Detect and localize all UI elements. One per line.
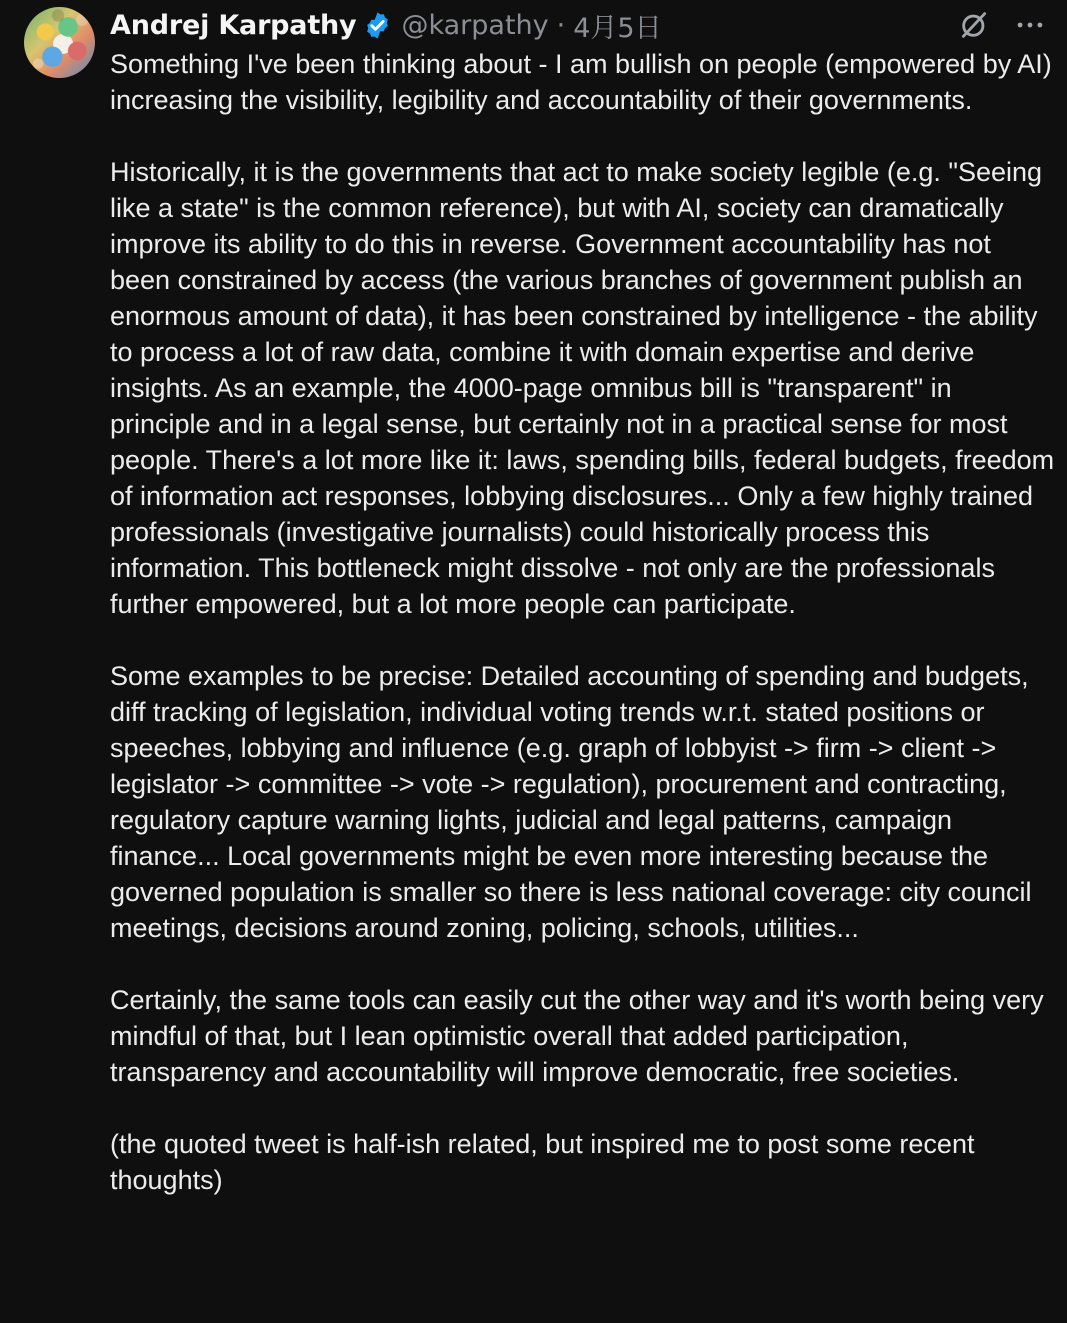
tweet-paragraph: Something I've been thinking about - I am bullish on people (empowered by AI) increasing the visibility, legibility and accountability of their governments. xyxy=(110,49,1052,115)
tweet-paragraph: Certainly, the same tools can easily cut the other way and it's worth being very mindful of that, but I lean optimistic overall that added participation, transparency and accountability will improve democratic, free societies. xyxy=(110,985,1044,1087)
author-name[interactable]: Andrej Karpathy xyxy=(110,9,357,41)
author-handle[interactable]: @karpathy xyxy=(401,9,549,41)
avatar[interactable] xyxy=(24,7,95,78)
tweet-paragraph: (the quoted tweet is half-ish related, but inspired me to post some recent thoughts) xyxy=(110,1129,975,1195)
tweet-actions xyxy=(957,8,1047,42)
tweet-paragraph: Historically, it is the governments that act to make society legible (e.g. "Seeing like a state" is the common reference), but with AI, society can dramatically improve its ability to do this in reverse. Government accountability has not been constrained by access (the various branches of government publish an enormous amount of data), it has been constrained by intelligence - the ability to process a lot of raw data, combine it with domain expertise and derive insights. As an example, the 4000-page omnibus bill is "transparent" in principle and in a legal sense, but certainly not in a practical sense for most people. There's a lot more like it: laws, spending bills, federal budgets, freedom of information act responses, lobbying disclosures... Only a few highly trained professionals (investigative journalists) could historically process this information. This bottleneck might dissolve - not only are the professionals further empowered, but a lot more people can participate. xyxy=(110,157,1055,619)
tweet-header xyxy=(110,6,662,44)
more-button[interactable] xyxy=(1013,8,1047,42)
more-icon xyxy=(1013,8,1047,42)
verified-badge-icon xyxy=(362,10,393,41)
tweet-paragraph: Some examples to be precise: Detailed accounting of spending and budgets, diff tracking of legislation, individual voting trends w.r.t. stated positions or speeches, lobbying and influence (e.g. graph of lobbyist -> firm -> client -> legislator -> committee -> vote -> regulation), procurement and contracting, regulatory capture warning lights, judicial and legal patterns, campaign finance... Local governments might be even more interesting because the governed population is smaller so there is less national coverage: city council meetings, decisions around zoning, policing, schools, utilities... xyxy=(110,661,1032,943)
tweet-date[interactable]: 4月5日 xyxy=(573,12,662,44)
separator-dot: · xyxy=(556,9,566,41)
grok-button[interactable] xyxy=(957,8,991,42)
grok-icon xyxy=(957,8,991,42)
tweet-body xyxy=(110,46,1055,1198)
